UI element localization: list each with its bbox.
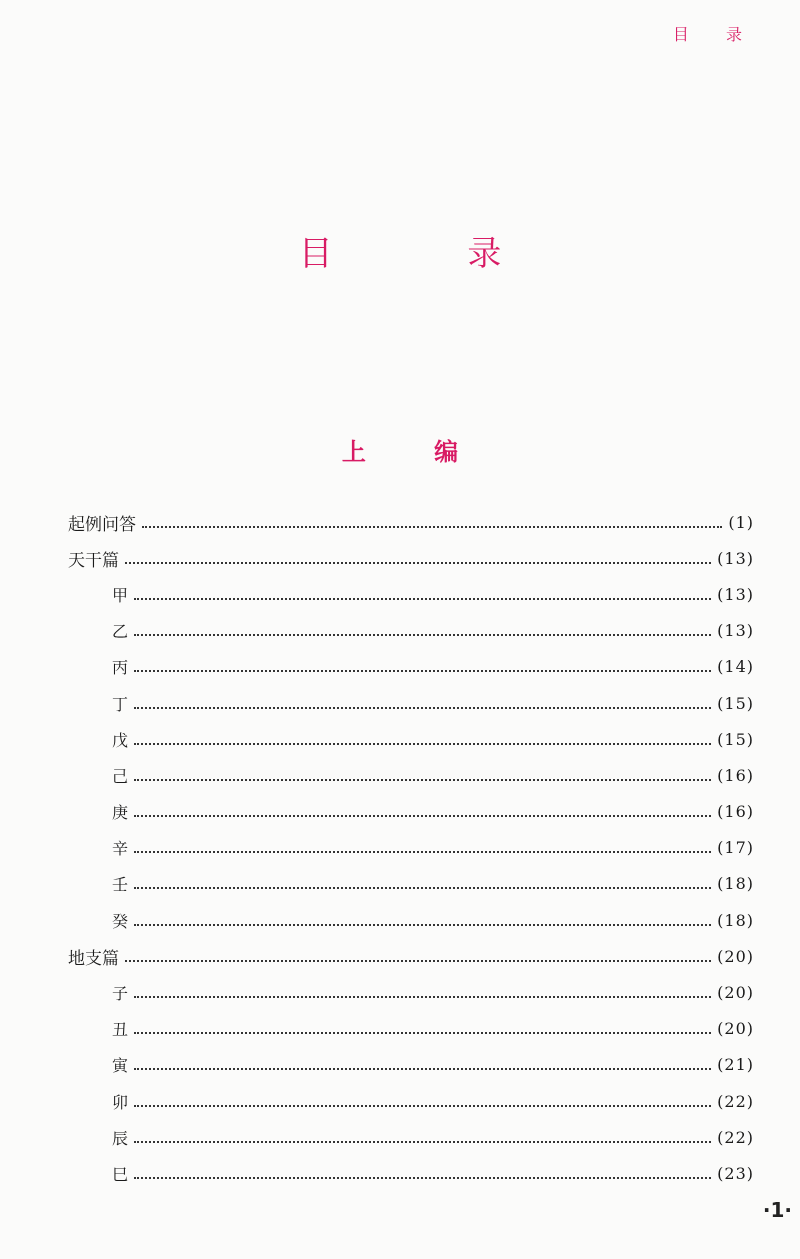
toc-entry[interactable]	[68, 830, 754, 866]
toc-entry-label: 壬	[112, 875, 129, 895]
toc-entry-label: 戊	[112, 730, 129, 750]
toc-entry[interactable]	[68, 974, 754, 1010]
toc-dot-leader	[134, 1031, 711, 1034]
toc-entry-label: 辛	[112, 839, 129, 859]
toc-entry-label: 甲	[112, 585, 129, 605]
toc-entry-page: (13)	[717, 548, 754, 568]
toc-entry-label: 丙	[112, 658, 129, 678]
toc-entry[interactable]	[68, 613, 754, 649]
toc-dot-leader	[134, 597, 711, 600]
toc-entry-page: (21)	[717, 1055, 754, 1075]
toc-entry-label: 癸	[112, 911, 129, 931]
table-of-contents	[68, 504, 754, 1192]
part-title: 上 编	[341, 438, 489, 466]
toc-entry-page: (20)	[717, 983, 754, 1003]
toc-entry-page: (14)	[717, 657, 754, 677]
toc-entry-label: 巳	[112, 1164, 129, 1184]
toc-dot-leader	[134, 1067, 711, 1070]
toc-entry-label: 丑	[112, 1020, 129, 1040]
running-header: 目 录	[672, 25, 758, 44]
toc-entry-label: 己	[112, 766, 129, 786]
toc-dot-leader	[125, 561, 711, 564]
toc-entry[interactable]	[68, 721, 754, 757]
toc-entry-page: (15)	[717, 729, 754, 749]
toc-entry-label: 地支篇	[68, 948, 119, 969]
toc-entry-page: (16)	[717, 802, 754, 822]
toc-dot-leader	[134, 633, 711, 636]
toc-entry-label: 天干篇	[68, 550, 119, 571]
toc-entry[interactable]	[68, 504, 754, 540]
toc-entry[interactable]	[68, 757, 754, 793]
toc-dot-leader	[134, 1104, 711, 1107]
toc-entry-page: (20)	[717, 1019, 754, 1039]
toc-dot-leader	[125, 959, 711, 962]
toc-entry-page: (15)	[717, 693, 754, 713]
toc-dot-leader	[134, 778, 711, 781]
toc-entry[interactable]	[68, 1083, 754, 1119]
toc-dot-leader	[134, 995, 711, 998]
toc-entry[interactable]	[68, 576, 754, 612]
toc-entry-label: 卯	[112, 1092, 129, 1112]
toc-entry-page: (18)	[717, 874, 754, 894]
toc-entry-page: (20)	[717, 946, 754, 966]
toc-entry[interactable]	[68, 685, 754, 721]
page-number: ·1·	[762, 1198, 792, 1222]
toc-dot-leader	[134, 1176, 711, 1179]
toc-entry-page: (16)	[717, 765, 754, 785]
toc-entry[interactable]	[68, 794, 754, 830]
toc-entry-page: (1)	[728, 512, 754, 532]
toc-entry[interactable]	[68, 649, 754, 685]
toc-entry-label: 庚	[112, 803, 129, 823]
toc-entry-label: 乙	[112, 622, 129, 642]
toc-entry-page: (17)	[717, 838, 754, 858]
page-title: 目 录	[298, 234, 564, 274]
toc-entry[interactable]	[68, 540, 754, 576]
toc-dot-leader	[134, 850, 711, 853]
toc-entry[interactable]	[68, 1119, 754, 1155]
toc-entry[interactable]	[68, 1011, 754, 1047]
toc-dot-leader	[134, 742, 711, 745]
toc-entry-page: (13)	[717, 621, 754, 641]
toc-dot-leader	[134, 923, 711, 926]
toc-dot-leader	[134, 706, 711, 709]
toc-dot-leader	[134, 669, 711, 672]
toc-entry[interactable]	[68, 902, 754, 938]
toc-entry-page: (13)	[717, 584, 754, 604]
toc-entry[interactable]	[68, 1047, 754, 1083]
toc-dot-leader	[134, 1140, 711, 1143]
toc-entry-label: 丁	[112, 694, 129, 714]
toc-entry[interactable]	[68, 938, 754, 974]
toc-entry-page: (22)	[717, 1127, 754, 1147]
toc-entry-label: 寅	[112, 1056, 129, 1076]
toc-entry-label: 起例问答	[68, 514, 136, 535]
toc-entry[interactable]	[68, 1155, 754, 1191]
toc-dot-leader	[142, 525, 722, 528]
toc-dot-leader	[134, 886, 711, 889]
toc-entry-label: 辰	[112, 1128, 129, 1148]
toc-entry-page: (23)	[717, 1163, 754, 1183]
toc-dot-leader	[134, 814, 711, 817]
toc-entry-page: (22)	[717, 1091, 754, 1111]
toc-entry[interactable]	[68, 866, 754, 902]
toc-entry-page: (18)	[717, 910, 754, 930]
toc-entry-label: 子	[112, 984, 129, 1004]
